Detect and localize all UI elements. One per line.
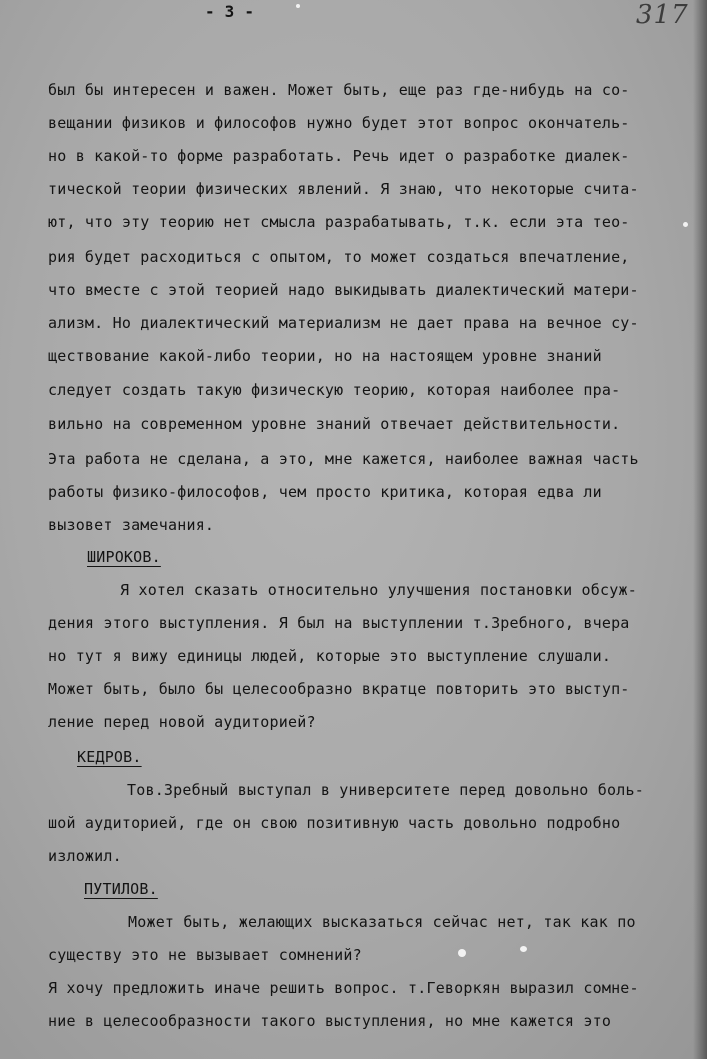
text-line: вещании физиков и философов нужно будет этот вопрос окончатель- <box>48 114 630 132</box>
text-line: вызовет замечания. <box>48 516 215 534</box>
scan-edge-shadow <box>693 0 707 1059</box>
text-line: рия будет расходиться с опытом, то может создаться впечатление, <box>48 248 630 266</box>
text-line: существу это не вызывает сомнений? <box>48 946 362 964</box>
scan-speck <box>296 4 300 8</box>
text-line: тической теории физических явлений. Я знаю, что некоторые счита- <box>48 180 639 198</box>
text-line: Я хотел сказать относительно улучшения постановки обсуж- <box>120 581 637 599</box>
archive-page-number: 317 <box>636 0 689 30</box>
text-line: Может быть, желающих высказаться сейчас нет, так как по <box>128 913 636 931</box>
text-line: но в какой-то форме разработать. Речь идет о разработке диалек- <box>48 147 630 165</box>
speaker-name: КЕДРОВ. <box>77 748 142 766</box>
text-line: Может быть, было бы целесообразно вкратце повторить это выступ- <box>48 680 630 698</box>
page-number: - 3 - <box>205 2 255 21</box>
text-line: работы физико-философов, чем просто критика, которая едва ли <box>48 483 602 501</box>
speaker-name: ШИРОКОВ. <box>87 548 161 566</box>
speaker-name: ПУТИЛОВ. <box>84 880 158 898</box>
scan-speck <box>520 946 527 952</box>
scan-speck <box>683 222 688 227</box>
text-line: ализм. Но диалектический материализм не дает права на вечное су- <box>48 314 639 332</box>
text-line: Эта работа не сделана, а это, мне кажется, наиболее важная часть <box>48 450 639 468</box>
text-line: шой аудиторией, где он свою позитивную часть довольно подробно <box>48 814 621 832</box>
text-line: что вместе с этой теорией надо выкидывать диалектический матери- <box>48 281 639 299</box>
text-line: ние в целесообразности такого выступления, но мне кажется это <box>48 1012 612 1030</box>
text-line: ществование какой-либо теории, но на настоящем уровне знаний <box>48 347 602 365</box>
text-line: следует создать такую физическую теорию, которая наиболее пра- <box>48 381 621 399</box>
text-line: был бы интересен и важен. Может быть, еще раз где-нибудь на со- <box>48 81 630 99</box>
text-line: Я хочу предложить иначе решить вопрос. т.Геворкян выразил сомне- <box>48 979 639 997</box>
text-line: дения этого выступления. Я был на выступлении т.Зребного, вчера <box>48 614 630 632</box>
text-line: вильно на современном уровне знаний отвечает действительности. <box>48 415 621 433</box>
scan-speck <box>458 949 466 957</box>
text-line: ют, что эту теорию нет смысла разрабатывать, т.к. если эта тео- <box>48 213 630 231</box>
text-line: ление перед новой аудиторией? <box>48 713 316 731</box>
text-line: но тут я вижу единицы людей, которые это выступление слушали. <box>48 647 612 665</box>
text-line: Тов.Зребный выступал в университете перед довольно боль- <box>127 781 644 799</box>
text-line: изложил. <box>48 847 122 865</box>
